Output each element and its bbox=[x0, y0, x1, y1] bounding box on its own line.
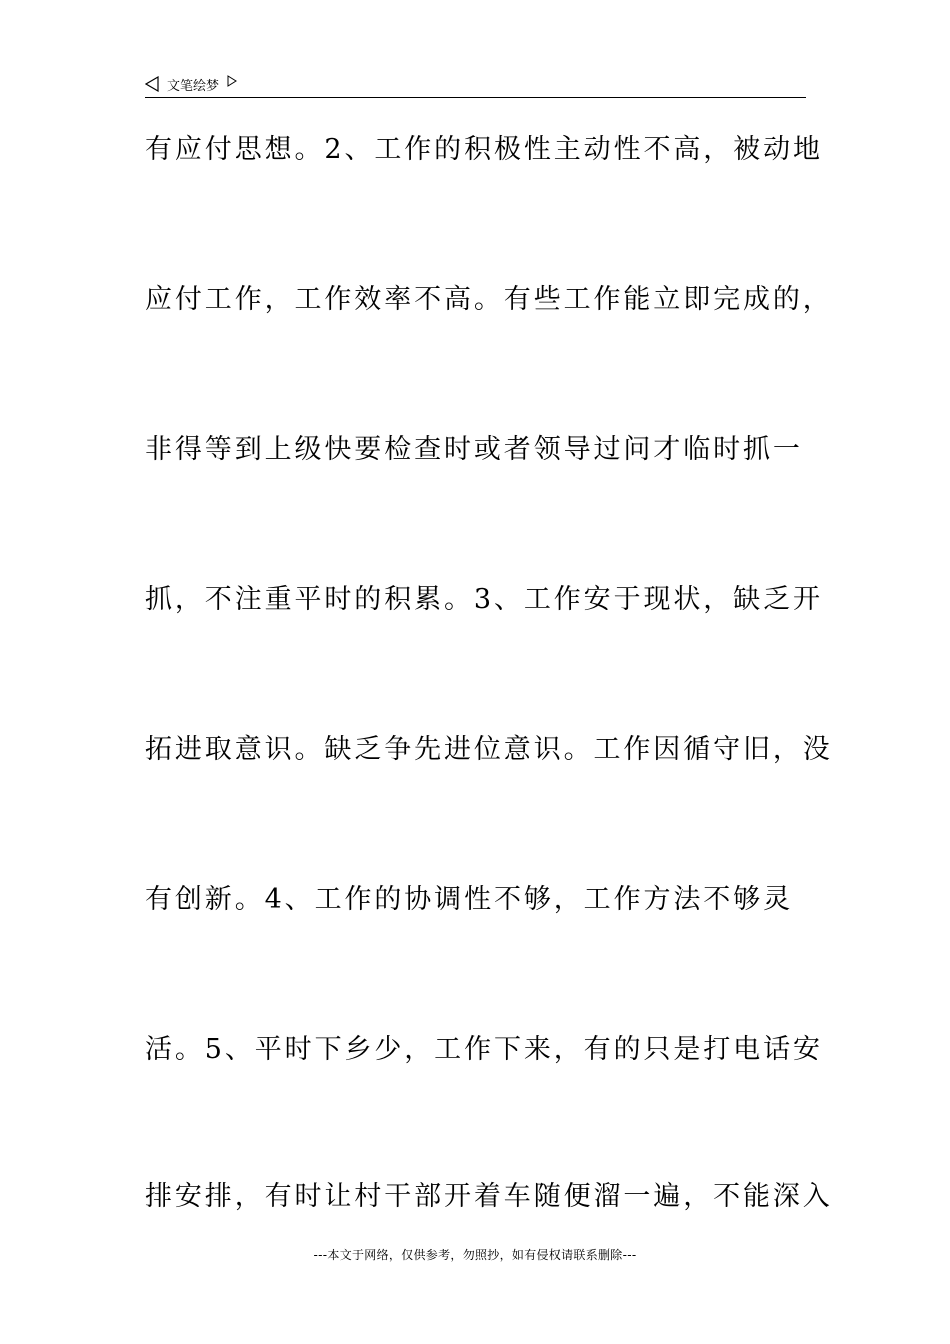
header-divider bbox=[145, 97, 806, 98]
body-line: 有创新。4、工作的协调性不够，工作方法不够灵 bbox=[145, 884, 793, 915]
body-line: 应付工作，工作效率不高。有些工作能立即完成的， bbox=[145, 284, 833, 315]
header-title: 文笔绘梦 bbox=[167, 78, 220, 94]
triangle-left-outline-icon bbox=[145, 76, 159, 92]
body-line: 排安排，有时让村干部开着车随便溜一遍，不能深入 bbox=[145, 1181, 833, 1212]
body-line: 活。5、平时下乡少，工作下来，有的只是打电话安 bbox=[145, 1034, 823, 1065]
triangle-right-outline-icon bbox=[227, 75, 237, 87]
body-line: 拓进取意识。缺乏争先进位意识。工作因循守旧，没 bbox=[145, 734, 833, 765]
page-header bbox=[145, 72, 237, 96]
body-line: 有应付思想。2、工作的积极性主动性不高，被动地 bbox=[145, 134, 823, 165]
body-line: 抓，不注重平时的积累。3、工作安于现状，缺乏开 bbox=[145, 584, 823, 615]
footer-disclaimer: ---本文于网络，仅供参考，勿照抄，如有侵权请联系删除--- bbox=[313, 1248, 637, 1262]
body-line: 非得等到上级快要检查时或者领导过问才临时抓一 bbox=[145, 434, 803, 465]
